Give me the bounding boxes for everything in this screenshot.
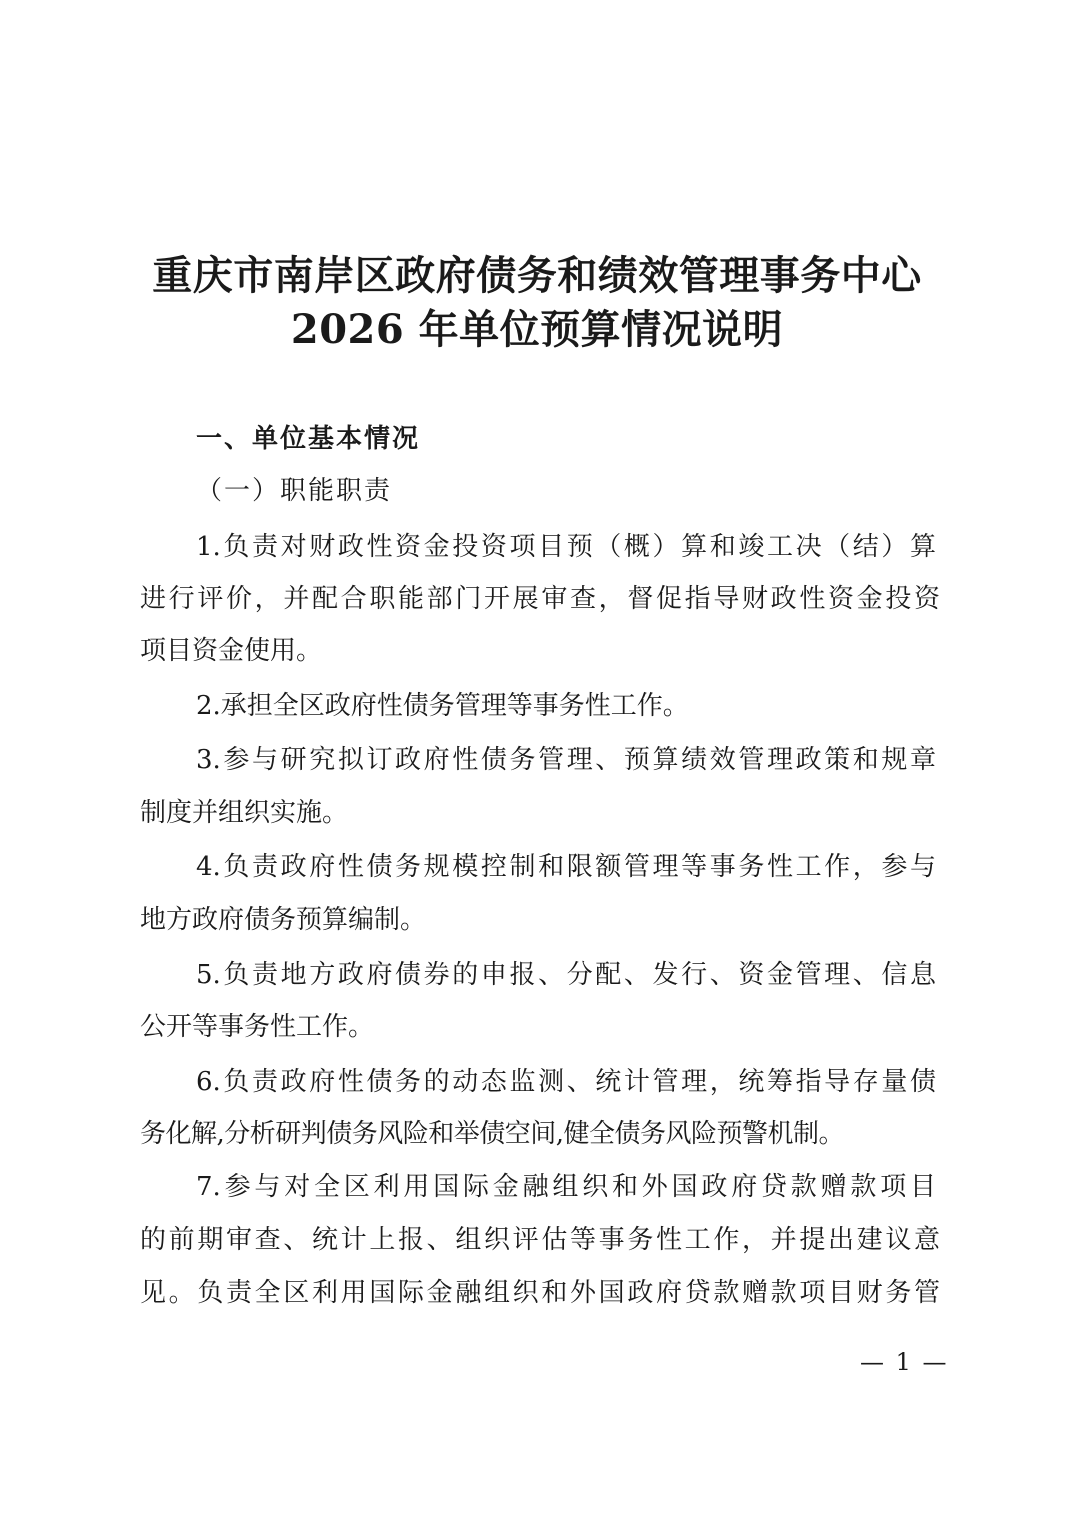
paragraph-1-line: 进行评价，并配合职能部门开展审查，督促指导财政性资金投资 [140, 584, 940, 614]
page-number: — 1 — [860, 1348, 949, 1376]
paragraph-5-line: 5.负责地方政府债券的申报、分配、发行、资金管理、信息 [196, 960, 936, 990]
subsection-heading: （一）职能职责 [196, 476, 393, 506]
document-title-line1: 重庆市南岸区政府债务和绩效管理事务中心 [152, 252, 922, 299]
paragraph-3-line: 3.参与研究拟订政府性债务管理、预算绩效管理政策和规章 [196, 745, 936, 775]
paragraph-1-line: 项目资金使用。 [140, 636, 323, 666]
paragraph-3-line: 制度并组织实施。 [140, 798, 349, 828]
paragraph-5-line: 公开等事务性工作。 [140, 1012, 375, 1042]
paragraph-6-line: 6.负责政府性债务的动态监测、统计管理，统筹指导存量债 [196, 1067, 936, 1097]
paragraph-7-line: 见。负责全区利用国际金融组织和外国政府贷款赠款项目财务管 [140, 1278, 940, 1308]
paragraph-6-line: 务化解,分析研判债务风险和举债空间,健全债务风险预警机制。 [140, 1119, 845, 1149]
section-heading: 一、单位基本情况 [196, 424, 421, 454]
paragraph-4-line: 4.负责政府性债务规模控制和限额管理等事务性工作，参与 [196, 852, 936, 882]
document-title-line2: 2026 年单位预算情况说明 [290, 306, 784, 353]
paragraph-1-line: 1.负责对财政性资金投资项目预（概）算和竣工决（结）算 [196, 532, 936, 562]
paragraph-7-line: 的前期审查、统计上报、组织评估等事务性工作，并提出建议意 [140, 1225, 940, 1255]
paragraph-7-line: 7.参与对全区利用国际金融组织和外国政府贷款赠款项目 [196, 1172, 936, 1202]
paragraph-2-line: 2.承担全区政府性债务管理等事务性工作。 [196, 691, 689, 721]
paragraph-4-line: 地方政府债务预算编制。 [140, 905, 427, 935]
